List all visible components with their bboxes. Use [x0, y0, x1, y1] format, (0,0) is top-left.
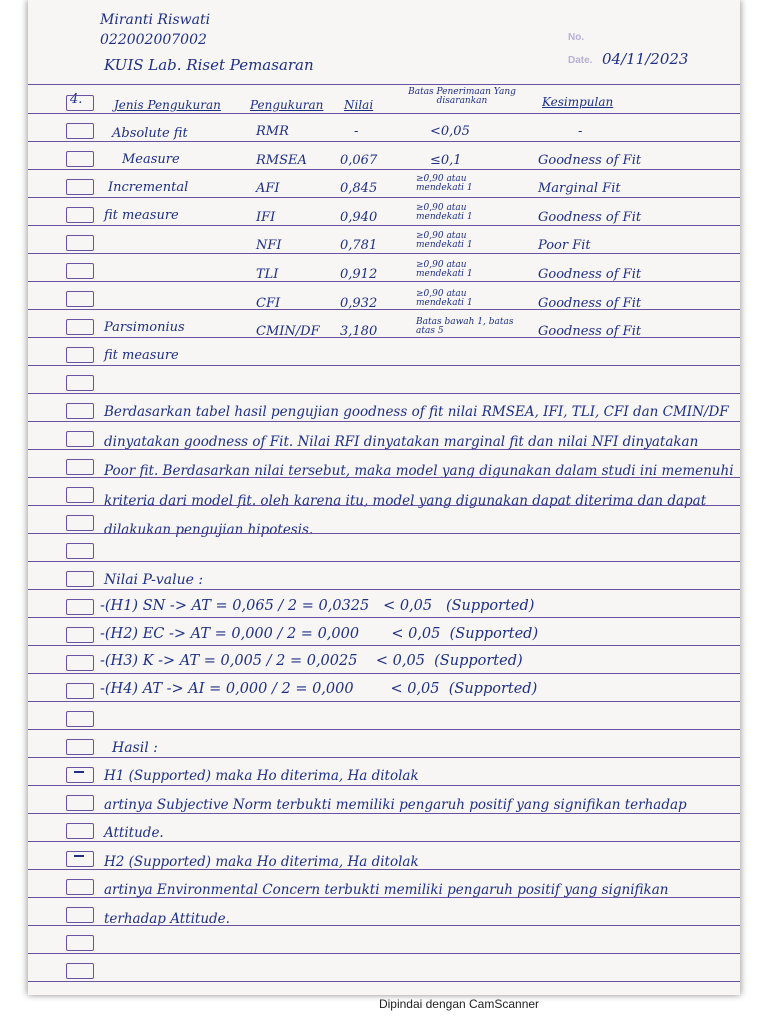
hasil-line: artinya Subjective Norm terbukti memiliki pengaruh positif yang signifikan terhadap	[104, 796, 687, 813]
row-conclusion: Goodness of Fit	[538, 324, 642, 340]
row-limit: ≥0,90 atau mendekati 1	[416, 202, 473, 222]
date-value: 04/11/2023	[602, 50, 689, 68]
margin-checkbox	[66, 767, 94, 783]
ruled-line	[28, 449, 740, 450]
ruled-line	[28, 953, 740, 954]
row-measure: IFI	[256, 209, 276, 225]
ruled-line	[28, 701, 740, 702]
paragraph-line: kriteria dari model fit. oleh karena itu, model yang digunakan dapat diterima dan dapat	[104, 492, 707, 509]
margin-dash	[74, 771, 84, 773]
row-measure: RMR	[256, 124, 289, 139]
margin-checkbox	[66, 235, 94, 251]
margin-checkbox	[66, 123, 94, 139]
paragraph-line: dilakukan pengujian hipotesis.	[104, 522, 314, 538]
margin-checkbox	[66, 515, 94, 531]
ruled-line	[28, 589, 740, 590]
ruled-line	[28, 253, 740, 254]
row-value: 0,940	[340, 209, 378, 225]
margin-checkbox	[66, 963, 94, 979]
margin-checkbox	[66, 319, 94, 335]
margin-checkbox	[66, 823, 94, 839]
margin-checkbox	[66, 487, 94, 503]
notebook-page	[28, 0, 740, 995]
ruled-line	[28, 757, 740, 758]
pvalue-item: -(H2) EC -> AT = 0,000 / 2 = 0,000 < 0,05 (Supported)	[100, 625, 539, 642]
pvalue-item: -(H1) SN -> AT = 0,065 / 2 = 0,0325 < 0,05 (Supported)	[100, 598, 535, 614]
row-value: 3,180	[340, 324, 378, 340]
margin-checkbox	[66, 851, 94, 867]
margin-checkbox	[66, 403, 94, 419]
margin-checkbox	[66, 711, 94, 727]
margin-checkbox	[66, 207, 94, 223]
margin-checkbox	[66, 263, 94, 279]
row-measure: CFI	[256, 295, 281, 311]
paragraph-line: Berdasarkan tabel hasil pengujian goodness of fit nilai RMSEA, IFI, TLI, CFI dan CMIN/DF	[104, 404, 729, 420]
ruled-line	[28, 197, 740, 198]
row-conclusion: Marginal Fit	[538, 181, 621, 197]
ruled-line	[28, 141, 740, 142]
hasil-line: terhadap Attitude.	[104, 910, 230, 927]
margin-checkbox	[66, 795, 94, 811]
row-measure: TLI	[256, 267, 279, 282]
header-jenis: Jenis Pengukuran	[114, 98, 221, 112]
hasil-line: artinya Environmental Concern terbukti memiliki pengaruh positif yang signifikan	[104, 882, 669, 898]
hasil-line: H2 (Supported) maka Ho diterima, Ha ditolak	[104, 853, 419, 870]
row-measure: AFI	[256, 181, 280, 197]
margin-checkbox	[66, 375, 94, 391]
header-batas: Batas Penerimaan Yang disarankan	[408, 87, 516, 106]
row-value: -	[354, 124, 359, 139]
row-value: 0,781	[340, 238, 378, 254]
group-incremental-line1: Incremental	[108, 180, 189, 195]
ruled-line	[28, 813, 740, 814]
row-conclusion: Goodness of Fit	[538, 152, 642, 168]
margin-dash	[74, 855, 84, 857]
ruled-line	[28, 505, 740, 506]
ruled-line	[28, 785, 740, 786]
margin-checkbox	[66, 599, 94, 615]
ruled-line	[28, 225, 740, 226]
pvalue-item: -(H4) AT -> AI = 0,000 / 2 = 0,000 < 0,05 (Supported)	[100, 680, 538, 697]
row-measure: NFI	[256, 238, 282, 254]
ruled-line	[28, 925, 740, 926]
margin-checkbox	[66, 907, 94, 923]
ruled-line	[28, 729, 740, 730]
margin-checkbox	[66, 95, 94, 111]
margin-checkbox	[66, 683, 94, 699]
ruled-line	[28, 477, 740, 478]
row-measure: RMSEA	[256, 152, 307, 168]
row-limit: Batas bawah 1, batas atas 5	[416, 317, 514, 337]
ruled-line	[28, 113, 740, 114]
paragraph-line: dinyatakan goodness of Fit. Nilai RFI dinyatakan marginal fit dan nilai NFI dinyatakan	[104, 433, 699, 450]
ruled-line	[28, 673, 740, 674]
margin-checkbox	[66, 459, 94, 475]
margin-checkbox	[66, 655, 94, 671]
group-parsimonius-line2: fit measure	[104, 348, 179, 363]
row-conclusion: Goodness of Fit	[538, 209, 642, 225]
pvalue-item: -(H3) K -> AT = 0,005 / 2 = 0,0025 < 0,05 (Supported)	[100, 653, 523, 669]
margin-checkbox	[66, 543, 94, 559]
ruled-line	[28, 897, 740, 898]
pvalue-title: Nilai P-value :	[104, 572, 204, 588]
row-value: 0,067	[340, 152, 378, 168]
header-nilai: Nilai	[344, 98, 374, 112]
ruled-line	[28, 309, 740, 310]
row-limit: <0,05	[430, 124, 470, 139]
margin-checkbox	[66, 151, 94, 167]
header-rule	[28, 84, 740, 85]
paragraph-line: Poor fit. Berdasarkan nilai tersebut, maka model yang digunakan dalam studi ini memenuhi	[104, 463, 734, 479]
margin-checkbox	[66, 935, 94, 951]
row-limit: ≥0,90 atau mendekati 1	[416, 174, 473, 194]
margin-checkbox	[66, 571, 94, 587]
row-value: 0,932	[340, 295, 378, 311]
ruled-line	[28, 169, 740, 170]
date-label: Date.	[568, 55, 593, 66]
ruled-line	[28, 281, 740, 282]
ruled-line	[28, 393, 740, 394]
row-limit: ≥0,90 atau mendekati 1	[416, 288, 473, 308]
margin-checkbox	[66, 879, 94, 895]
student-name: Miranti Riswati	[100, 12, 211, 28]
margin-checkbox	[66, 431, 94, 447]
row-limit: ≤0,1	[430, 152, 462, 168]
ruled-line	[28, 981, 740, 982]
group-parsimonius-line1: Parsimonius	[104, 320, 185, 335]
ruled-line	[28, 841, 740, 842]
ruled-line	[28, 337, 740, 338]
ruled-line	[28, 869, 740, 870]
row-conclusion: Poor Fit	[538, 238, 591, 254]
hasil-title: Hasil :	[112, 740, 158, 756]
group-absolute-line2: Measure	[122, 152, 180, 167]
row-conclusion: Goodness of Fit	[538, 267, 642, 282]
hasil-line: H1 (Supported) maka Ho diterima, Ha ditolak	[104, 768, 419, 784]
header-pengukuran: Pengukuran	[250, 98, 324, 112]
header-kesimpulan: Kesimpulan	[542, 95, 614, 109]
row-conclusion: Goodness of Fit	[538, 295, 642, 311]
margin-checkbox	[66, 179, 94, 195]
ruled-line	[28, 533, 740, 534]
group-incremental-line2: fit measure	[104, 208, 179, 223]
margin-checkbox	[66, 347, 94, 363]
row-value: 0,845	[340, 181, 378, 197]
row-measure: CMIN/DF	[256, 324, 320, 340]
margin-checkbox	[66, 739, 94, 755]
group-absolute-line1: Absolute fit	[112, 126, 188, 141]
scanner-watermark: Dipindai dengan CamScanner	[378, 997, 540, 1011]
row-value: 0,912	[340, 267, 378, 282]
margin-checkbox	[66, 627, 94, 643]
student-id: 022002007002	[100, 32, 207, 48]
ruled-line	[28, 421, 740, 422]
no-label: No.	[568, 32, 585, 43]
hasil-line: Attitude.	[104, 825, 164, 841]
ruled-line	[28, 617, 740, 618]
ruled-line	[28, 645, 740, 646]
question-number: 4.	[70, 92, 83, 107]
row-conclusion: -	[578, 124, 583, 139]
quiz-title: KUIS Lab. Riset Pemasaran	[104, 56, 314, 74]
margin-checkbox	[66, 291, 94, 307]
ruled-line	[28, 561, 740, 562]
row-limit: ≥0,90 atau mendekati 1	[416, 260, 473, 279]
row-limit: ≥0,90 atau mendekati 1	[416, 231, 473, 251]
ruled-line	[28, 365, 740, 366]
